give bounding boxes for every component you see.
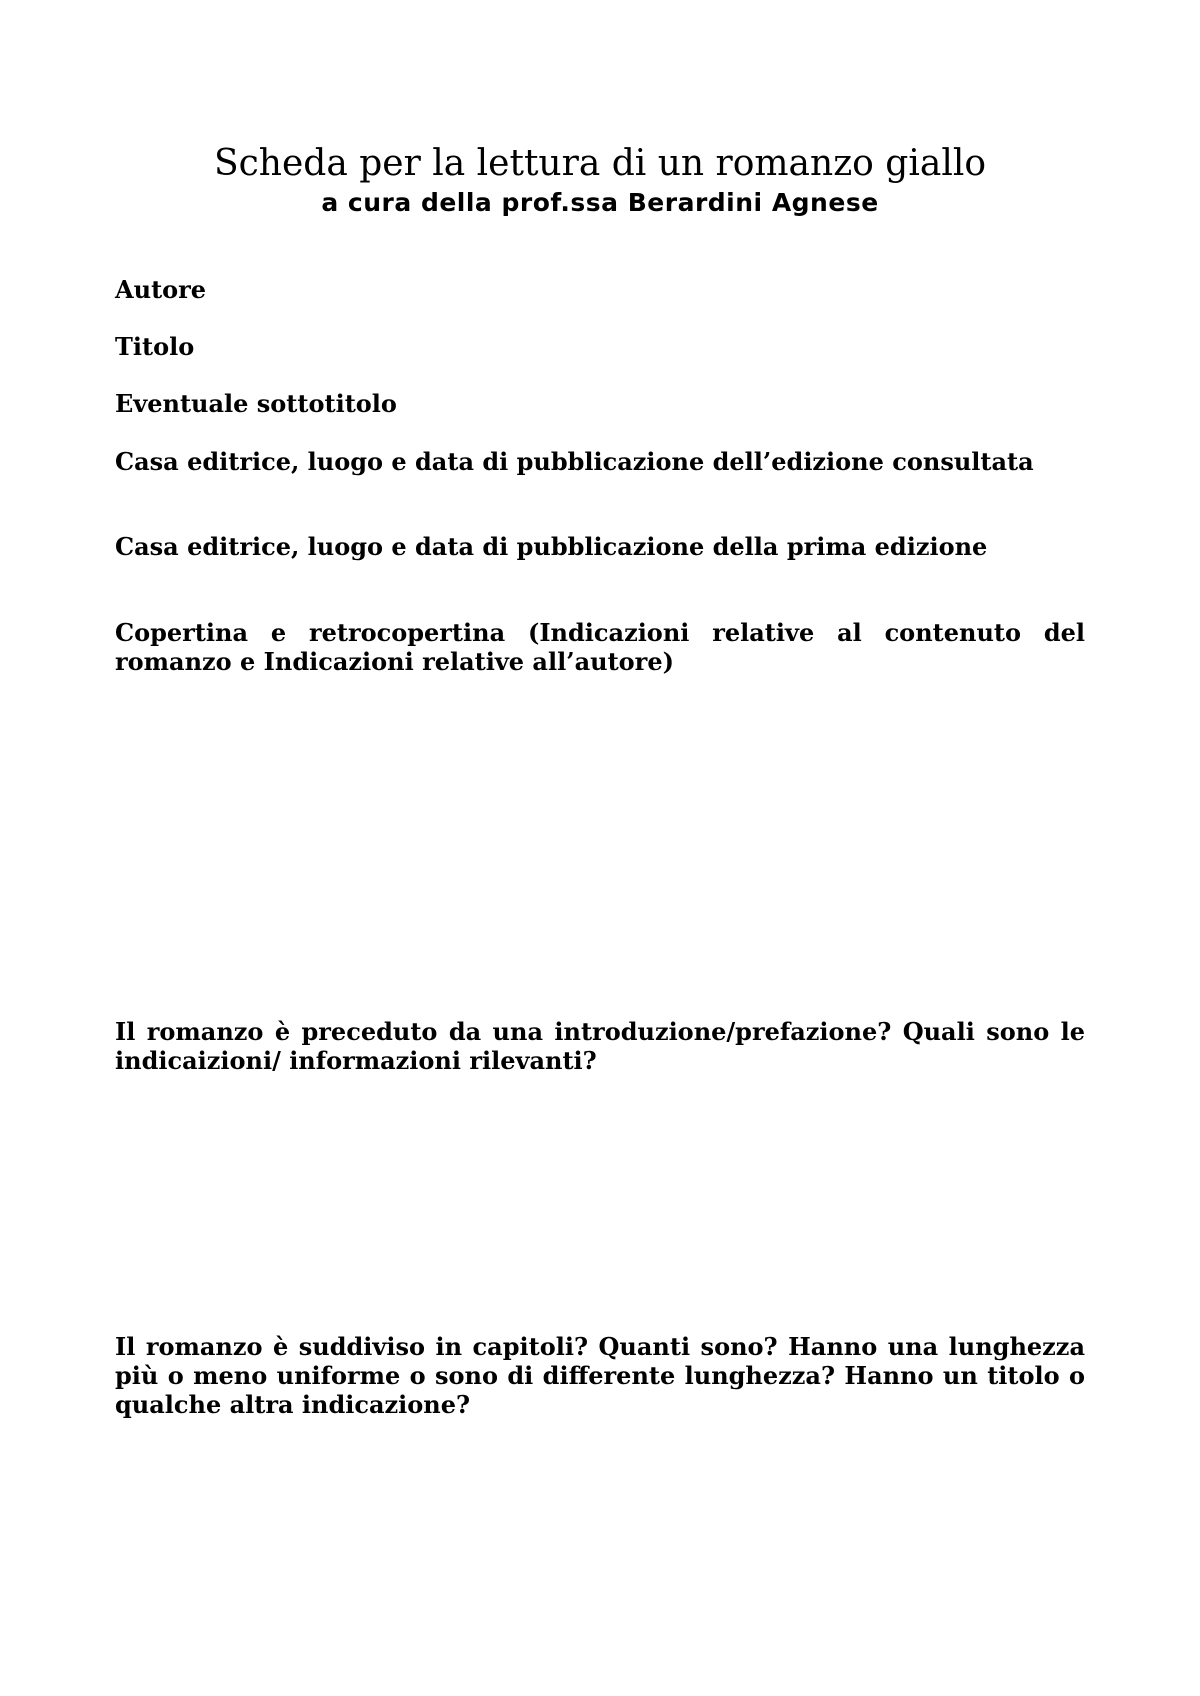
field-sottotitolo: Eventuale sottotitolo [115,389,397,418]
field-capitoli: Il romanzo è suddiviso in capitoli? Quanti sono? Hanno una lunghezza più o meno uniforme o sono di differente lunghezza? Hanno un titolo o qualche altra indicazione? [115,1332,1085,1419]
field-copertina: Copertina e retrocopertina (Indicazioni relative al contenuto del romanzo e Indicazioni relative all’autore) [115,618,1085,676]
field-titolo: Titolo [115,332,195,361]
field-edizione-consultata: Casa editrice, luogo e data di pubblicazione dell’edizione consultata [115,447,1034,476]
field-autore: Autore [115,275,207,304]
field-prima-edizione: Casa editrice, luogo e data di pubblicazione della prima edizione [115,532,988,561]
document-title: Scheda per la lettura di un romanzo giallo [213,143,987,184]
document-subtitle: a cura della prof.ssa Berardini Agnese [321,188,879,217]
field-introduzione: Il romanzo è preceduto da una introduzione/prefazione? Quali sono le indicaizioni/ informazioni rilevanti? [115,1017,1085,1075]
